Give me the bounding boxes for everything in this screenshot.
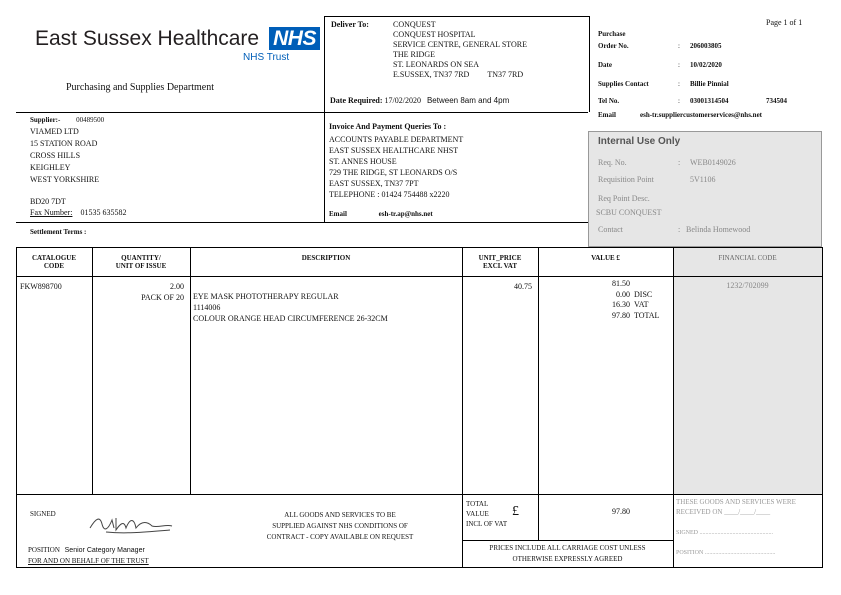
- header-financial-code: FINANCIAL CODE: [718, 254, 777, 262]
- req-point-label: Requisition Point: [598, 175, 654, 184]
- carriage-note: PRICES INCLUDE ALL CARRIAGE COST UNLESS OTHERWISE EXPRESSLY AGREED: [489, 544, 646, 563]
- order-date: 10/02/2020: [690, 61, 722, 69]
- address-line: VIAMED LTD: [30, 127, 79, 136]
- position: POSITION Senior Category Manager: [28, 546, 145, 554]
- description-line: COLOUR ORANGE HEAD CIRCUMFERENCE 26-32CM: [193, 314, 388, 323]
- order-no-label: Order No.: [598, 42, 629, 50]
- address-line: CROSS HILLS: [30, 151, 81, 160]
- req-no: WEB0149026: [690, 158, 736, 167]
- received-signed-line: SIGNED .................................................: [676, 530, 773, 536]
- department-title: Purchasing and Supplies Department: [66, 82, 215, 93]
- contact-colon: :: [678, 225, 681, 234]
- tel-label: Tel No.: [598, 97, 620, 105]
- settlement-terms: Settlement Terms :: [30, 228, 87, 236]
- invoice-email: Email esh-tr.ap@nhs.net: [329, 210, 433, 218]
- address-line: ST. ANNES HOUSE: [329, 157, 397, 166]
- address-line: KEIGHLEY: [30, 163, 71, 172]
- org-logo: [35, 27, 320, 51]
- description-line: 1114006: [193, 303, 221, 312]
- tel-ext: 734504: [766, 97, 787, 105]
- description-line: EYE MASK PHOTOTHERAPY REGULAR: [193, 292, 339, 301]
- supplier-postcode: BD20 7DT: [30, 197, 66, 206]
- unit-of-issue: PACK OF 20: [141, 293, 184, 302]
- req-no-label: Req. No.: [598, 158, 627, 167]
- signed-label: SIGNED: [30, 510, 56, 518]
- address-line: WEST YORKSHIRE: [30, 175, 100, 184]
- supplies-contact-colon: :: [678, 80, 680, 88]
- total-label: TOTAL VALUE INCL OF VAT: [466, 500, 508, 528]
- received-note: THESE GOODS AND SERVICES WERE RECEIVED ON ____/____/____: [676, 498, 796, 516]
- req-point: 5V1106: [690, 175, 716, 184]
- email-label: Email: [598, 111, 616, 119]
- page-number: Page 1 of 1: [766, 18, 803, 27]
- address-line: ST. LEONARDS ON SEA: [393, 60, 480, 69]
- tel-colon: :: [678, 97, 680, 105]
- currency-symbol: £: [512, 504, 519, 519]
- quantity: 2.00: [170, 282, 184, 291]
- req-desc: SCBU CONQUEST: [596, 208, 662, 217]
- address-line: CONQUEST HOSPITAL: [393, 30, 476, 39]
- value-line: 97.80 TOTAL: [612, 310, 660, 320]
- signature: [86, 510, 176, 536]
- on-behalf-label: FOR AND ON BEHALF OF THE TRUST: [28, 557, 149, 565]
- header-description: DESCRIPTION: [301, 254, 351, 262]
- header-unit-price: UNIT_PRICE EXCL VAT: [478, 254, 522, 270]
- deliver-to-label: Deliver To:: [331, 20, 369, 29]
- req-no-colon: :: [678, 158, 681, 167]
- unit-price: 40.75: [514, 282, 532, 291]
- date-colon: :: [678, 61, 680, 69]
- header-value: VALUE £: [591, 254, 620, 262]
- value-line: 81.50: [612, 279, 630, 288]
- purchase-email: esh-tr.suppliercustomerservices@nhs.net: [640, 111, 763, 119]
- address-line: 729 THE RIDGE, ST LEONARDS O/S: [329, 168, 458, 177]
- org-name: East Sussex Healthcare: [35, 27, 260, 50]
- received-position-line: POSITION ...............................................: [676, 550, 776, 556]
- invoice-title: Invoice And Payment Queries To :: [329, 122, 447, 131]
- nhs-trust-label: NHS Trust: [243, 52, 290, 63]
- value-line: 16.30 VAT: [612, 300, 649, 309]
- header-quantity: QUANTITY/ UNIT OF ISSUE: [115, 254, 167, 270]
- supplier-address: [30, 126, 99, 186]
- address-line: E.SUSSEX, TN37 7RD TN37 7RD: [393, 70, 524, 79]
- address-line: ACCOUNTS PAYABLE DEPARTMENT: [329, 135, 464, 144]
- order-no-colon: :: [678, 42, 680, 50]
- catalogue-code: FKW898700: [20, 282, 62, 291]
- purchase-title: Purchase: [598, 30, 626, 38]
- address-line: 15 STATION ROAD: [30, 139, 98, 148]
- deliver-to-address: [393, 20, 527, 80]
- item-description: [193, 291, 388, 324]
- nhs-logo: NHS: [269, 27, 320, 50]
- total-value: 97.80: [612, 507, 630, 516]
- value-breakdown: [560, 279, 659, 321]
- date-label: Date: [598, 61, 612, 69]
- financial-code: 1232/702099: [726, 281, 769, 290]
- header-catalogue: CATALOGUE CODE: [31, 254, 77, 270]
- supplier-header: Supplier:- 00489500: [30, 116, 105, 124]
- order-no: 206003805: [690, 42, 722, 50]
- address-line: CONQUEST: [393, 20, 436, 29]
- req-desc-label: Req Point Desc.: [598, 194, 650, 203]
- invoice-address: [329, 134, 463, 200]
- address-line: EAST SUSSEX, TN37 7PT: [329, 179, 419, 188]
- tel-number: 03001314504: [690, 97, 729, 105]
- address-line: THE RIDGE: [393, 50, 435, 59]
- contract-conditions: ALL GOODS AND SERVICES TO BE SUPPLIED AGAINST NHS CONDITIONS OF CONTRACT - COPY AVAILABLE ON REQUEST: [266, 511, 414, 541]
- value-line: 0.00 DISC: [616, 289, 653, 299]
- contact-label: Contact: [598, 225, 623, 234]
- supplies-contact-label: Supplies Contact: [598, 80, 649, 88]
- address-line: EAST SUSSEX HEALTHCARE NHST: [329, 146, 459, 155]
- date-required: Date Required: 17/02/2020 Between 8am and 4pm: [330, 96, 510, 105]
- internal-title: Internal Use Only: [598, 136, 681, 147]
- supplies-contact: Billie Pinnial: [690, 80, 729, 88]
- contact-name: Belinda Homewood: [686, 225, 751, 234]
- supplier-fax: Fax Number: 01535 635582: [30, 208, 127, 217]
- address-line: TELEPHONE : 01424 754488 x2220: [329, 190, 450, 199]
- address-line: SERVICE CENTRE, GENERAL STORE: [393, 40, 528, 49]
